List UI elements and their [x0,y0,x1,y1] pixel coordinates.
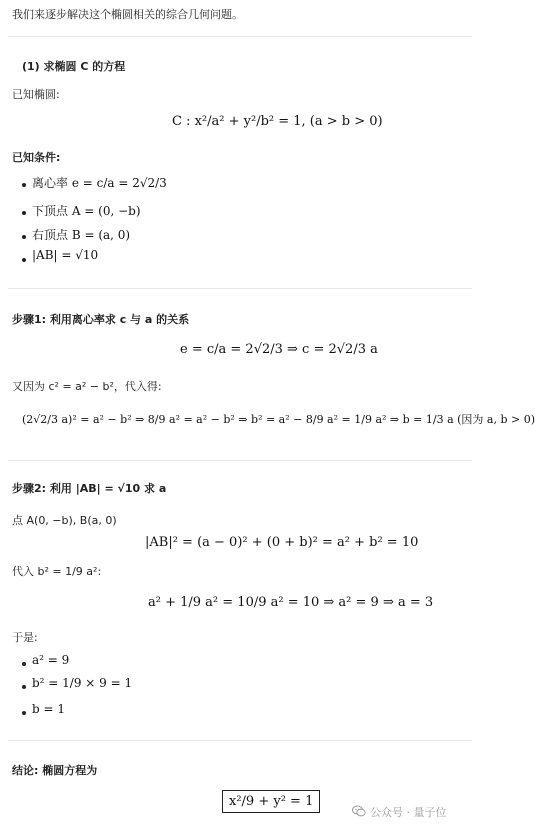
section1-heading: (1) 求椭圆 C 的方程 [22,60,126,73]
condition-ab-length: |AB| = √10 [32,248,99,262]
result-b: b = 1 [32,702,65,716]
divider [8,36,472,37]
step2-substitute-label: 代入 b² = 1/9 a²: [12,565,102,578]
divider [8,460,472,461]
bullet [22,662,26,666]
result-a-squared: a² = 9 [32,653,70,667]
divider [8,288,472,289]
bullet [22,258,26,262]
bullet [22,711,26,715]
step1-substitute-text: 又因为 c² = a² − b²，代入得: [12,380,162,393]
step2-solve-equation: a² + 1/9 a² = 10/9 a² = 10 ⇒ a² = 9 ⇒ a = 3 [148,595,434,610]
watermark-text: 公众号 · 量子位 [370,806,447,819]
bullet [22,235,26,239]
step1-heading: 步骤1: 利用离心率求 c 与 a 的关系 [12,313,190,326]
divider [8,740,472,741]
step1-eccentricity-equation: e = c/a = 2√2/3 ⇒ c = 2√2/3 a [180,342,378,357]
conclusion-heading: 结论: 椭圆方程为 [12,764,98,777]
step2-distance-equation: |AB|² = (a − 0)² + (0 + b)² = a² + b² = 10 [145,535,419,550]
bullet [22,685,26,689]
condition-eccentricity: 离心率 e = c/a = 2√2/3 [32,176,167,190]
result-b-squared: b² = 1/9 × 9 = 1 [32,676,133,690]
conditions-label: 已知条件: [12,151,61,164]
condition-lower-vertex: 下顶点 A = (0, −b) [32,204,141,218]
wechat-icon [352,804,366,818]
bullet [22,211,26,215]
intro-text: 我们来逐步解决这个椭圆相关的综合几何问题。 [12,8,243,21]
known-ellipse-label: 已知椭圆: [12,88,60,101]
bullet [22,183,26,187]
conclusion-boxed-answer: x²/9 + y² = 1 [222,790,320,813]
step1-derivation: (2√2/3 a)² = a² − b² ⇒ 8/9 a² = a² − b² ⇒ b² = a² − 8/9 a² = 1/9 a² ⇒ b = 1/3 a (因为 a, b > 0) [22,413,535,426]
step2-so-label: 于是: [12,631,38,644]
condition-right-vertex: 右顶点 B = (a, 0) [32,228,131,242]
step2-points: 点 A(0, −b), B(a, 0) [12,514,117,527]
step2-heading: 步骤2: 利用 |AB| = √10 求 a [12,482,167,495]
ellipse-equation: C : x²/a² + y²/b² = 1, (a > b > 0) [172,114,383,129]
